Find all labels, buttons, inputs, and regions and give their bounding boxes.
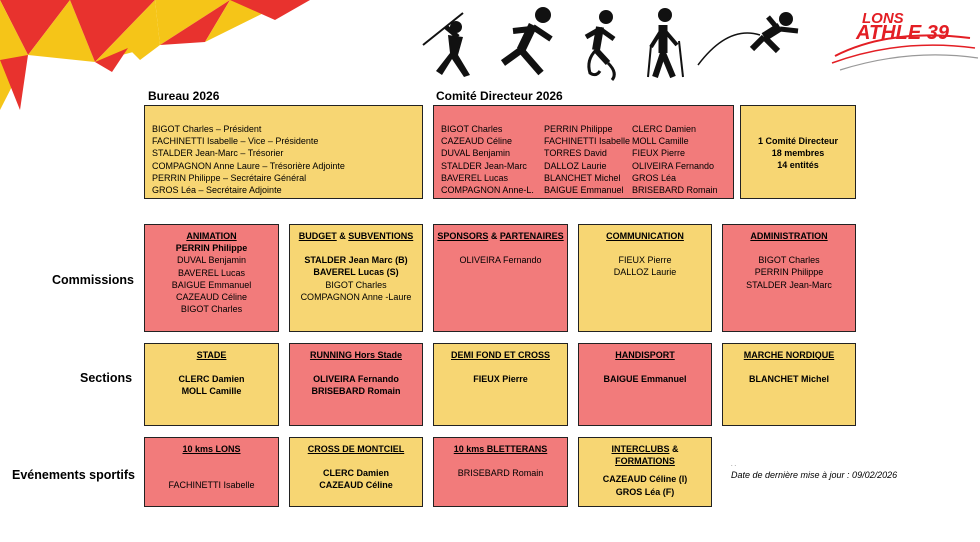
commission-title: BUDGET & SUBVENTIONS <box>298 231 414 241</box>
evenement-member: FACHINETTI Isabelle <box>168 480 255 491</box>
evenement-montciel <box>289 437 423 507</box>
comite-member: BLANCHET Michel <box>544 172 621 183</box>
evenement-interclubs <box>578 437 712 507</box>
commission-member: STALDER Jean-Marc <box>746 279 832 290</box>
commission-title: ANIMATION <box>186 231 237 241</box>
comite-member: BRISEBARD Romain <box>632 185 718 196</box>
comite-member: PERRIN Philippe <box>544 124 613 134</box>
comite-member: FIEUX Pierre <box>632 148 686 159</box>
bureau-member: STALDER Jean-Marc – Trésorier <box>152 148 284 159</box>
section-marche <box>722 343 856 426</box>
section-title: MARCHE NORDIQUE <box>743 350 835 360</box>
comite-member: COMPAGNON Anne-L. <box>441 185 534 196</box>
commission-lead: STALDER Jean Marc (B) <box>304 255 408 266</box>
bureau-member: FACHINETTI Isabelle – Vice – Présidente <box>152 136 319 147</box>
walker-with-poles-icon <box>648 8 683 77</box>
evenement-title: 10 kms BLETTERANS <box>453 444 548 454</box>
comite-member: DALLOZ Laurie <box>544 160 607 171</box>
commission-title: COMMUNICATION <box>606 231 684 241</box>
comite-member: CLERC Damien <box>632 124 697 134</box>
comite-member: MOLL Camille <box>632 136 689 147</box>
bureau-member: PERRIN Philippe – Secrétaire Général <box>152 172 307 183</box>
section-running <box>289 343 423 426</box>
summary-line: 14 entités <box>777 160 819 171</box>
comite-member: CAZEAUD Céline <box>441 136 513 147</box>
commission-lead: PERRIN Philippe <box>175 243 248 254</box>
section-demifond <box>433 343 568 426</box>
club-logo <box>830 8 980 78</box>
comite-member: OLIVEIRA Fernando <box>632 160 715 171</box>
commission-title: SPONSORS & PARTENAIRES <box>437 231 564 241</box>
evenements-label: Evénements sportifs <box>12 468 135 482</box>
commissions-label: Commissions <box>52 273 134 287</box>
logo-line1: LONS <box>862 10 904 27</box>
evenement-title: CROSS DE MONTCIEL <box>307 444 405 454</box>
evenement-member: CAZEAUD Céline <box>319 480 393 491</box>
commission-member: COMPAGNON Anne -Laure <box>300 291 412 302</box>
commission-member: DUVAL Benjamin <box>176 255 247 266</box>
section-member: MOLL Camille <box>181 386 242 397</box>
long-jumper-icon <box>698 12 798 65</box>
comite-box <box>433 105 734 199</box>
sections-label: Sections <box>80 371 133 385</box>
section-title: DEMI FOND ET CROSS <box>450 350 550 360</box>
commission-communication <box>578 224 712 332</box>
evenement-bletterans <box>433 437 568 507</box>
section-member: CLERC Damien <box>178 374 245 385</box>
section-member: FIEUX Pierre <box>473 374 528 385</box>
evenement-member: CLERC Damien <box>322 468 389 479</box>
commission-member: CAZEAUD Céline <box>175 292 248 303</box>
evenement-title: 10 kms LONS <box>182 444 241 454</box>
section-member: BRISEBARD Romain <box>311 386 401 397</box>
comite-member: DUVAL Benjamin <box>441 148 511 159</box>
commission-member: BIGOT Charles <box>180 304 243 315</box>
commission-budget <box>289 224 423 332</box>
commission-title: ADMINISTRATION <box>750 231 828 241</box>
section-member: BLANCHET Michel <box>748 374 829 385</box>
section-member: BAIGUE Emmanuel <box>603 374 687 385</box>
comite-member: TORRES David <box>544 148 607 159</box>
logo-line2: ATHLE 39 <box>856 22 949 44</box>
commission-member: BAIGUE Emmanuel <box>171 279 252 290</box>
comite-member: GROS Léa <box>632 172 677 183</box>
javelin-thrower-icon <box>423 13 470 77</box>
date-dots: . . <box>731 462 737 468</box>
commission-lead: BAVEREL Lucas (S) <box>313 267 399 278</box>
comite-member: STALDER Jean-Marc <box>441 160 527 171</box>
commission-member: BAVEREL Lucas <box>177 267 246 278</box>
comite-member: FACHINETTI Isabelle <box>544 136 631 147</box>
evenement-title-2: FORMATIONS <box>615 456 675 467</box>
section-handisport <box>578 343 712 426</box>
commission-animation <box>144 224 279 332</box>
bureau-member: BIGOT Charles – Président <box>152 124 262 134</box>
bureau-member: COMPAGNON Anne Laure – Trésorière Adjointe <box>152 160 345 171</box>
comite-member: BIGOT Charles <box>441 124 503 134</box>
section-stade <box>144 343 279 426</box>
bureau-heading: Bureau 2026 <box>148 89 220 103</box>
bureau-box <box>144 105 423 199</box>
evenement-title: INTERCLUBS & <box>611 444 679 454</box>
commission-member: BIGOT Charles <box>758 255 820 266</box>
para-athlete-icon <box>586 10 614 80</box>
commission-member: OLIVEIRA Fernando <box>459 255 542 266</box>
evenement-member: BRISEBARD Romain <box>457 468 544 479</box>
comite-member: BAIGUE Emmanuel <box>544 185 624 196</box>
section-title: STADE <box>196 350 227 360</box>
summary-line: 18 membres <box>771 148 825 159</box>
section-title: RUNNING Hors Stade <box>309 350 402 360</box>
commission-administration <box>722 224 856 332</box>
commission-member: FIEUX Pierre <box>618 255 672 266</box>
athlete-icons <box>418 5 818 85</box>
commission-member: BIGOT Charles <box>325 279 387 290</box>
commission-member: DALLOZ Laurie <box>613 267 677 278</box>
comite-member: BAVEREL Lucas <box>441 172 509 183</box>
evenement-member: CAZEAUD Céline (I) <box>602 474 688 485</box>
summary-box <box>740 105 856 199</box>
section-member: OLIVEIRA Fernando <box>313 374 399 385</box>
evenement-member: GROS Léa (F) <box>615 486 675 497</box>
last-update-date: Date de dernière mise à jour : 09/02/2026 <box>731 470 898 480</box>
summary-line: 1 Comité Directeur <box>757 136 839 146</box>
sprinter-icon <box>503 7 551 73</box>
evenement-lons10 <box>144 437 279 507</box>
section-title: HANDISPORT <box>615 350 675 360</box>
comite-heading: Comité Directeur 2026 <box>436 89 563 103</box>
commission-sponsors <box>433 224 568 332</box>
bureau-member: GROS Léa – Secrétaire Adjointe <box>152 185 282 196</box>
commission-member: PERRIN Philippe <box>754 267 824 278</box>
